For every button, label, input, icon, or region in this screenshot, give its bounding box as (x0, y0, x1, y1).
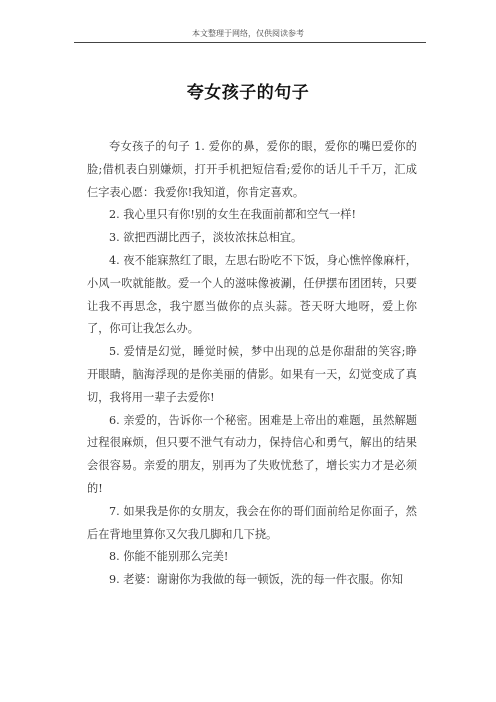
paragraph: 夸女孩子的句子 1. 爱你的鼻，爱你的眼，爱你的嘴巴爱你的脸;借机表白别嫌烦，打开手机把短信看;爱你的话儿千千万，汇成仨字表心愿：我爱你!我知道，你肯定喜欢。 (87, 140, 417, 199)
paragraph: 7. 如果我是你的女朋友，我会在你的哥们面前给足你面子，然后在背地里算你又欠我几脚和几下挠。 (87, 504, 417, 541)
paragraph: 2. 我心里只有你!别的女生在我面前都和空气一样! (109, 208, 356, 222)
paragraph: 5. 爱情是幻觉，睡觉时候，梦中出现的总是你甜甜的笑容;睁开眼睛，脑海浮现的是你美丽的倩影。如果有一天，幻觉变成了真切，我将用一辈子去爱你! (87, 345, 417, 404)
page-header: 本文整理于网络，仅供阅读参考 (192, 29, 304, 38)
paragraph: 6. 亲爱的，告诉你一个秘密。困难是上帝出的难题，虽然解题过程很麻烦，但只要不泄气有动力，保持信心和勇气，解出的结果会很容易。亲爱的朋友，别再为了失败忧愁了，增长实力才是必须的! (87, 413, 417, 495)
article-body (87, 136, 417, 592)
header-divider (74, 42, 426, 43)
paragraph: 8. 你能不能别那么完美! (109, 550, 229, 564)
page-title: 夸女孩子的句子 (186, 83, 310, 103)
paragraph: 9. 老婆：谢谢你为我做的每一顿饭，洗的每一件衣服。你知 (109, 573, 403, 587)
paragraph: 4. 夜不能寐熬红了眼，左思右盼吃不下饭，身心憔悴像麻杆，小风一吹就能散。爱一个人的滋味像被涮，任伊摆布团团转，只要让我不再思念，我宁愿当做你的点头蒜。苍天呀大地呀，爱上你了，你可让我怎么办。 (87, 253, 417, 336)
paragraph: 3. 欲把西湖比西子，淡妆浓抹总相宜。 (109, 231, 303, 245)
